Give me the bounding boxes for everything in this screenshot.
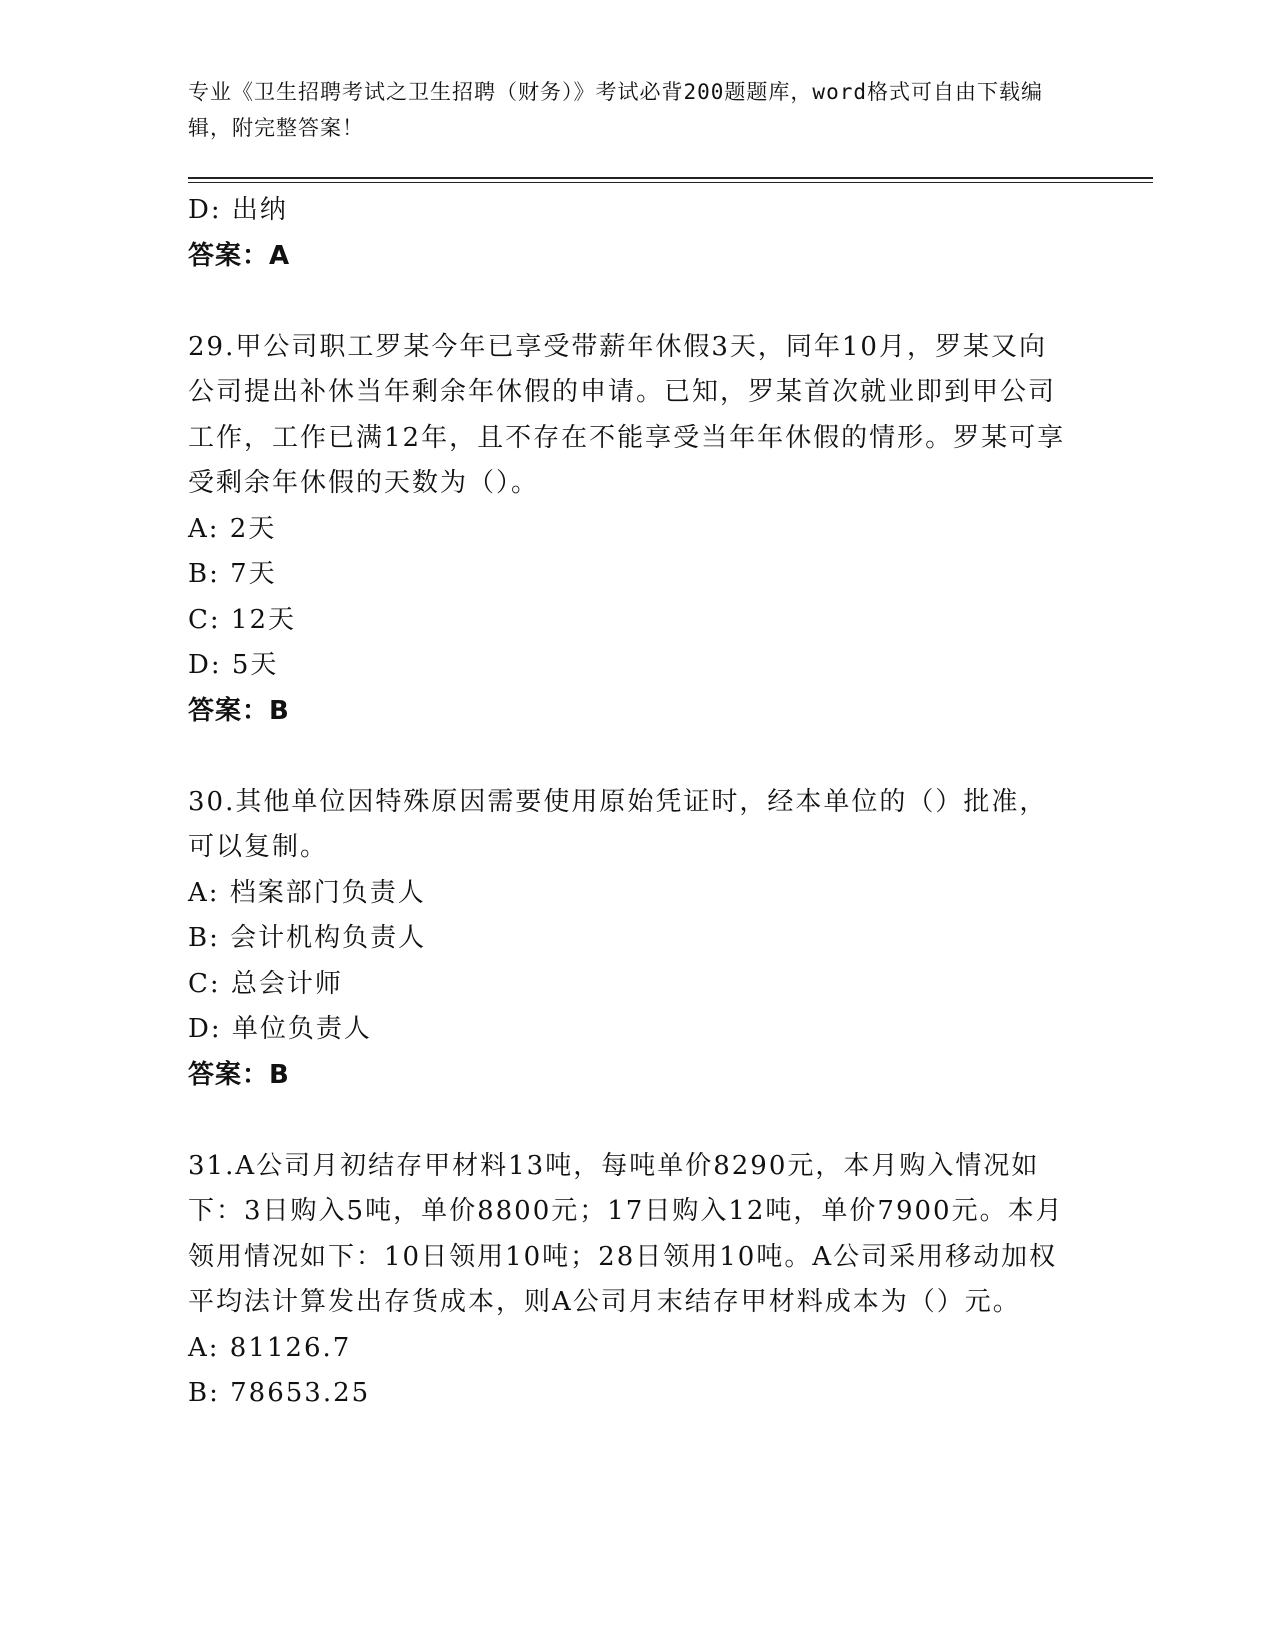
option-a: A: 档案部门负责人	[188, 877, 426, 908]
option-a: A: 81126.7	[188, 1332, 352, 1363]
option-a: A: 2天	[188, 513, 277, 544]
option-b: B: 78653.25	[188, 1378, 371, 1408]
question-stem-29: 29.甲公司职工罗某今年已享受带薪年休假3天，同年10月，罗某又向公司提出补休当年剩余年休假的申请。已知，罗某首次就业即到甲公司工作，工作已满12年，且不存在不能享受当年年休假的情形。罗某可享受剩余年休假的天数为（）。	[188, 331, 1066, 498]
header-divider-thin	[188, 182, 1153, 183]
option-d: D: 出纳	[188, 195, 288, 225]
option-b: B: 7天	[188, 559, 277, 589]
answer-label: 答案：B	[188, 1059, 290, 1090]
document-header: 专业《卫生招聘考试之卫生招聘（财务）》考试必背200题题库，word格式可自由下载编辑，附完整答案！	[188, 80, 1043, 140]
spacer	[188, 1098, 1068, 1144]
question-content	[188, 188, 1068, 1417]
option-b: B: 会计机构负责人	[188, 923, 427, 953]
option-d: D: 单位负责人	[188, 1014, 372, 1044]
answer-label: 答案：B	[188, 695, 290, 726]
question-stem-30: 30.其他单位因特殊原因需要使用原始凭证时，经本单位的（）批准，可以复制。	[188, 786, 1048, 862]
answer-label: 答案：A	[188, 240, 291, 271]
question-stem-31: 31.A公司月初结存甲材料13吨，每吨单价8290元，本月购入情况如下：3日购入5吨，单价8800元；17日购入12吨，单价7900元。本月领用情况如下：10日领用10吨；28日领用10吨。A公司采用移动加权平均法计算发出存货成本，则A公司月末结存甲材料成本为（）元。	[188, 1150, 1064, 1317]
option-c: C: 12天	[188, 604, 297, 635]
spacer	[188, 279, 1068, 325]
option-c: C: 总会计师	[188, 968, 343, 999]
option-d: D: 5天	[188, 650, 279, 680]
header-divider-thick	[188, 177, 1153, 179]
spacer	[188, 734, 1068, 780]
